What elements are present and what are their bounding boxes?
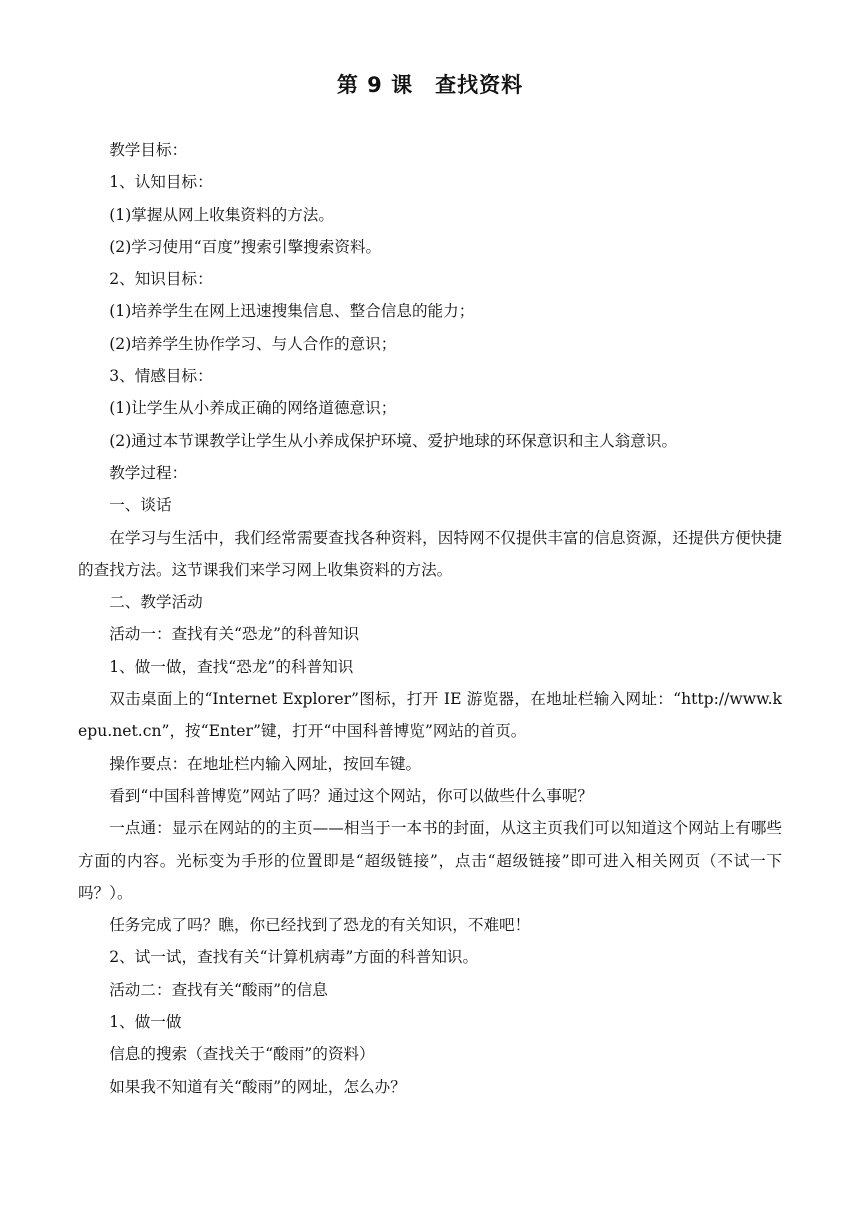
paragraph-knowledge-1: (1)培养学生在网上迅速搜集信息、整合信息的能力； bbox=[109, 302, 475, 321]
paragraph-activity-1-step-2: 2、试一试，查找有关“计算机病毒”方面的科普知识。 bbox=[109, 948, 479, 967]
paragraph-ie-instructions: 双击桌面上的“Internet Explorer”图标，打开 IE 游览器，在地址栏输入网址：“http://www.kepu.net.cn”，按“Enter”键，打开“中国科普博览”网站的首页。 bbox=[78, 690, 782, 741]
paragraph-knowledge-2: (2)培养学生协作学习、与人合作的意识； bbox=[109, 334, 397, 353]
document-title: 第 9 课 查找资料 bbox=[336, 73, 524, 97]
paragraph-cognitive-2: (2)学习使用“百度”搜索引擎搜索资料。 bbox=[109, 237, 382, 256]
paragraph-hint: 一点通：显示在网站的的主页——相当于一本书的封面，从这主页我们可以知道这个网站上有哪些方面的内容。光标变为手形的位置即是“超级链接”，点击“超级链接”即可进入相关网页（不试一下吗？）。 bbox=[78, 819, 782, 902]
paragraph-emotion-goal: 3、情感目标： bbox=[109, 367, 213, 386]
paragraph-task-done: 任务完成了吗？瞧，你已经找到了恐龙的有关知识，不难吧！ bbox=[109, 916, 531, 935]
paragraph-emotion-1: (1)让学生从小养成正确的网络道德意识； bbox=[109, 399, 397, 418]
paragraph-activity-1-step-1: 1、做一做，查找“恐龙”的科普知识 bbox=[109, 657, 354, 676]
paragraph-operation-tip: 操作要点：在地址栏内输入网址，按回车键。 bbox=[109, 754, 422, 773]
paragraph-emotion-2: (2)通过本节课教学让学生从小养成保护环境、爱护地球的环保意识和主人翁意识。 bbox=[109, 431, 678, 450]
paragraph-objectives-heading: 教学目标： bbox=[109, 141, 188, 159]
paragraph-search-info: 信息的搜索（查找关于“酸雨”的资料） bbox=[109, 1045, 375, 1064]
paragraph-cognitive-1: (1)掌握从网上收集资料的方法。 bbox=[109, 205, 334, 224]
paragraph-knowledge-goal: 2、知识目标： bbox=[109, 270, 213, 289]
paragraph-section-activities: 二、教学活动 bbox=[109, 593, 203, 612]
paragraph-activity-1: 活动一：查找有关“恐龙”的科普知识 bbox=[109, 625, 360, 644]
document-body bbox=[78, 134, 782, 1103]
paragraph-process-heading: 教学过程： bbox=[109, 463, 188, 482]
paragraph-search-question: 如果我不知道有关“酸雨”的网址，怎么办？ bbox=[109, 1077, 406, 1096]
paragraph-talk-body: 在学习与生活中，我们经常需要查找各种资料，因特网不仅提供丰富的信息资源，还提供方便快捷的查找方法。这节课我们来学习网上收集资料的方法。 bbox=[78, 528, 782, 579]
paragraph-question: 看到“中国科普博览”网站了吗？通过这个网站，你可以做些什么事呢？ bbox=[109, 786, 593, 805]
paragraph-cognitive-goal: 1、认知目标： bbox=[109, 173, 213, 192]
paragraph-section-talk: 一、谈话 bbox=[109, 496, 172, 515]
paragraph-activity-2-step-1: 1、做一做 bbox=[109, 1013, 182, 1032]
paragraph-activity-2: 活动二：查找有关“酸雨”的信息 bbox=[109, 980, 328, 999]
